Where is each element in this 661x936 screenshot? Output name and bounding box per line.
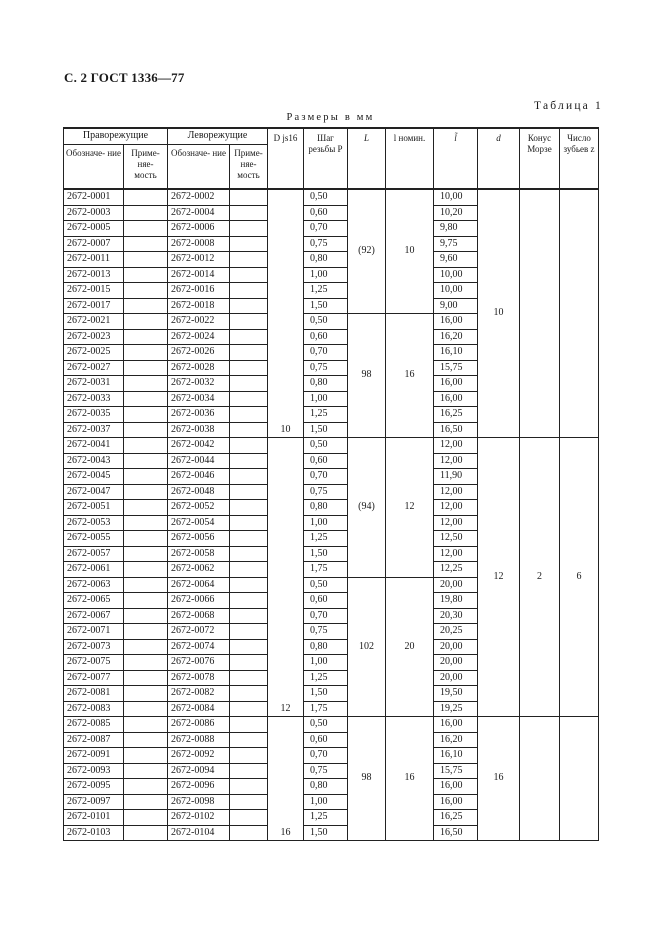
header-d-js16: D js16 <box>268 128 304 189</box>
right-hand-designation: 2672-0047 <box>64 484 124 500</box>
right-hand-designation: 2672-0075 <box>64 655 124 671</box>
right-hand-application <box>124 407 168 423</box>
length-L-cell: (92) <box>348 189 386 314</box>
right-hand-designation: 2672-0037 <box>64 422 124 438</box>
right-hand-application <box>124 205 168 221</box>
teeth-count-cell <box>560 189 599 438</box>
right-hand-designation: 2672-0103 <box>64 825 124 841</box>
left-hand-designation: 2672-0086 <box>168 717 230 733</box>
right-hand-application <box>124 267 168 283</box>
right-hand-designation: 2672-0055 <box>64 531 124 547</box>
left-hand-designation: 2672-0102 <box>168 810 230 826</box>
right-hand-designation: 2672-0053 <box>64 515 124 531</box>
right-hand-designation: 2672-0097 <box>64 794 124 810</box>
l1-cell: 16,00 <box>434 794 478 810</box>
left-hand-application <box>230 453 268 469</box>
right-hand-application <box>124 717 168 733</box>
right-hand-designation: 2672-0033 <box>64 391 124 407</box>
thread-pitch-cell: 1,25 <box>304 283 348 299</box>
l1-cell: 16,25 <box>434 810 478 826</box>
left-hand-application <box>230 794 268 810</box>
left-hand-application <box>230 577 268 593</box>
left-hand-designation: 2672-0088 <box>168 732 230 748</box>
l1-cell: 20,30 <box>434 608 478 624</box>
l1-cell: 19,50 <box>434 686 478 702</box>
left-hand-application <box>230 608 268 624</box>
left-hand-application <box>230 205 268 221</box>
thread-pitch-cell: 1,50 <box>304 825 348 841</box>
l1-cell: 16,20 <box>434 329 478 345</box>
l1-cell: 16,25 <box>434 407 478 423</box>
left-hand-designation: 2672-0034 <box>168 391 230 407</box>
right-hand-designation: 2672-0023 <box>64 329 124 345</box>
header-left-application: Приме- няе- мость <box>230 145 268 190</box>
left-hand-application <box>230 655 268 671</box>
thread-pitch-cell: 0,80 <box>304 639 348 655</box>
l1-cell: 16,20 <box>434 732 478 748</box>
left-hand-application <box>230 546 268 562</box>
left-hand-designation: 2672-0064 <box>168 577 230 593</box>
length-L-cell: 98 <box>348 717 386 841</box>
left-hand-designation: 2672-0056 <box>168 531 230 547</box>
header-teeth-count: Число зубьев z <box>560 128 599 189</box>
thread-pitch-cell: 0,75 <box>304 763 348 779</box>
l1-cell: 12,00 <box>434 500 478 516</box>
right-hand-designation: 2672-0071 <box>64 624 124 640</box>
left-hand-designation: 2672-0054 <box>168 515 230 531</box>
left-hand-designation: 2672-0002 <box>168 189 230 205</box>
l1-cell: 11,90 <box>434 469 478 485</box>
left-hand-designation: 2672-0068 <box>168 608 230 624</box>
l1-cell: 16,00 <box>434 391 478 407</box>
left-hand-application <box>230 252 268 268</box>
table-row <box>64 189 599 205</box>
left-hand-application <box>230 670 268 686</box>
left-hand-designation: 2672-0094 <box>168 763 230 779</box>
l1-cell: 12,25 <box>434 562 478 578</box>
left-hand-designation: 2672-0016 <box>168 283 230 299</box>
specification-table <box>63 127 599 841</box>
right-hand-designation: 2672-0067 <box>64 608 124 624</box>
morse-taper-cell <box>520 717 560 841</box>
right-hand-designation: 2672-0081 <box>64 686 124 702</box>
left-hand-designation: 2672-0074 <box>168 639 230 655</box>
header-length-L: L <box>348 128 386 189</box>
right-hand-designation: 2672-0043 <box>64 453 124 469</box>
left-hand-application <box>230 748 268 764</box>
right-hand-application <box>124 236 168 252</box>
right-hand-application <box>124 593 168 609</box>
thread-pitch-cell: 1,00 <box>304 794 348 810</box>
right-hand-designation: 2672-0101 <box>64 810 124 826</box>
right-hand-application <box>124 686 168 702</box>
table-label: Таблица 1 <box>534 100 603 112</box>
left-hand-application <box>230 360 268 376</box>
l-nominal-cell: 16 <box>386 717 434 841</box>
left-hand-designation: 2672-0052 <box>168 500 230 516</box>
l-nominal-cell: 16 <box>386 314 434 438</box>
left-hand-designation: 2672-0062 <box>168 562 230 578</box>
l1-cell: 16,00 <box>434 314 478 330</box>
left-hand-designation: 2672-0076 <box>168 655 230 671</box>
right-hand-designation: 2672-0061 <box>64 562 124 578</box>
length-L-cell: 98 <box>348 314 386 438</box>
header-right-application: Приме- няе- мость <box>124 145 168 190</box>
right-hand-designation: 2672-0015 <box>64 283 124 299</box>
thread-pitch-cell: 0,70 <box>304 608 348 624</box>
thread-pitch-cell: 1,00 <box>304 655 348 671</box>
diameter-d-cell: 16 <box>268 717 304 841</box>
l1-cell: 9,75 <box>434 236 478 252</box>
thread-pitch-cell: 0,60 <box>304 205 348 221</box>
table-row <box>64 438 599 454</box>
left-hand-application <box>230 779 268 795</box>
right-hand-application <box>124 453 168 469</box>
table-body <box>64 189 599 841</box>
right-hand-application <box>124 531 168 547</box>
left-hand-designation: 2672-0036 <box>168 407 230 423</box>
page-header: С. 2 ГОСТ 1336—77 <box>64 70 185 85</box>
right-hand-designation: 2672-0065 <box>64 593 124 609</box>
thread-pitch-cell: 0,50 <box>304 314 348 330</box>
left-hand-application <box>230 267 268 283</box>
header-left-designation: Обозначе- ние <box>168 145 230 190</box>
left-hand-designation: 2672-0096 <box>168 779 230 795</box>
left-hand-application <box>230 221 268 237</box>
l1-cell: 9,80 <box>434 221 478 237</box>
l1-cell: 15,75 <box>434 763 478 779</box>
left-hand-application <box>230 469 268 485</box>
left-hand-designation: 2672-0026 <box>168 345 230 361</box>
table-row <box>64 717 599 733</box>
right-hand-designation: 2672-0045 <box>64 469 124 485</box>
thread-pitch-cell: 1,50 <box>304 422 348 438</box>
header-thread-pitch: Шаг резьбы P <box>304 128 348 189</box>
shank-d-cell: 16 <box>478 717 520 841</box>
length-L-cell: (94) <box>348 438 386 578</box>
header-d: d <box>478 128 520 189</box>
right-hand-application <box>124 794 168 810</box>
left-hand-designation: 2672-0072 <box>168 624 230 640</box>
thread-pitch-cell: 0,60 <box>304 732 348 748</box>
left-hand-designation: 2672-0008 <box>168 236 230 252</box>
left-hand-application <box>230 329 268 345</box>
right-hand-designation: 2672-0017 <box>64 298 124 314</box>
teeth-count-cell <box>560 717 599 841</box>
l1-cell: 20,00 <box>434 639 478 655</box>
right-hand-designation: 2672-0083 <box>64 701 124 717</box>
left-hand-application <box>230 562 268 578</box>
l1-cell: 10,00 <box>434 189 478 205</box>
right-hand-application <box>124 329 168 345</box>
left-hand-designation: 2672-0048 <box>168 484 230 500</box>
left-hand-designation: 2672-0012 <box>168 252 230 268</box>
right-hand-application <box>124 655 168 671</box>
right-hand-application <box>124 345 168 361</box>
left-hand-application <box>230 732 268 748</box>
left-hand-designation: 2672-0066 <box>168 593 230 609</box>
left-hand-application <box>230 825 268 841</box>
right-hand-designation: 2672-0005 <box>64 221 124 237</box>
left-hand-application <box>230 639 268 655</box>
left-hand-application <box>230 314 268 330</box>
l1-cell: 15,75 <box>434 360 478 376</box>
thread-pitch-cell: 0,75 <box>304 236 348 252</box>
l1-cell: 16,00 <box>434 779 478 795</box>
l1-cell: 12,00 <box>434 484 478 500</box>
left-hand-designation: 2672-0024 <box>168 329 230 345</box>
l1-cell: 10,00 <box>434 283 478 299</box>
left-hand-application <box>230 624 268 640</box>
left-hand-application <box>230 438 268 454</box>
left-hand-application <box>230 701 268 717</box>
left-hand-application <box>230 810 268 826</box>
l1-cell: 20,25 <box>434 624 478 640</box>
l-nominal-cell: 10 <box>386 189 434 314</box>
l1-cell: 12,00 <box>434 546 478 562</box>
right-hand-designation: 2672-0011 <box>64 252 124 268</box>
l1-cell: 20,00 <box>434 670 478 686</box>
left-hand-designation: 2672-0078 <box>168 670 230 686</box>
right-hand-application <box>124 252 168 268</box>
header-l-nominal: l номин. <box>386 128 434 189</box>
l1-cell: 16,10 <box>434 748 478 764</box>
thread-pitch-cell: 0,50 <box>304 438 348 454</box>
right-hand-application <box>124 189 168 205</box>
thread-pitch-cell: 1,00 <box>304 267 348 283</box>
sizes-caption: Размеры в мм <box>286 112 375 123</box>
l1-cell: 12,50 <box>434 531 478 547</box>
right-hand-designation: 2672-0095 <box>64 779 124 795</box>
right-hand-application <box>124 748 168 764</box>
left-hand-application <box>230 298 268 314</box>
thread-pitch-cell: 1,00 <box>304 515 348 531</box>
left-hand-designation: 2672-0028 <box>168 360 230 376</box>
length-L-cell: 102 <box>348 577 386 717</box>
right-hand-application <box>124 608 168 624</box>
shank-d-cell: 10 <box>478 189 520 438</box>
l1-cell: 9,60 <box>434 252 478 268</box>
l1-cell: 12,00 <box>434 515 478 531</box>
shank-d-cell: 12 <box>478 438 520 717</box>
left-hand-application <box>230 593 268 609</box>
thread-pitch-cell: 0,80 <box>304 376 348 392</box>
right-hand-application <box>124 360 168 376</box>
right-hand-application <box>124 810 168 826</box>
right-hand-application <box>124 562 168 578</box>
thread-pitch-cell: 0,80 <box>304 500 348 516</box>
left-hand-designation: 2672-0018 <box>168 298 230 314</box>
diameter-d-cell: 10 <box>268 189 304 438</box>
thread-pitch-cell: 1,50 <box>304 298 348 314</box>
left-hand-designation: 2672-0006 <box>168 221 230 237</box>
left-hand-application <box>230 407 268 423</box>
right-hand-application <box>124 376 168 392</box>
l1-cell: 9,00 <box>434 298 478 314</box>
left-hand-designation: 2672-0098 <box>168 794 230 810</box>
thread-pitch-cell: 1,25 <box>304 670 348 686</box>
header-left-hand: Леворежущие <box>168 128 268 145</box>
l1-cell: 20,00 <box>434 655 478 671</box>
thread-pitch-cell: 0,70 <box>304 469 348 485</box>
right-hand-designation: 2672-0035 <box>64 407 124 423</box>
right-hand-designation: 2672-0087 <box>64 732 124 748</box>
thread-pitch-cell: 0,70 <box>304 748 348 764</box>
l1-cell: 12,00 <box>434 453 478 469</box>
right-hand-designation: 2672-0093 <box>64 763 124 779</box>
right-hand-application <box>124 422 168 438</box>
right-hand-application <box>124 639 168 655</box>
right-hand-designation: 2672-0085 <box>64 717 124 733</box>
right-hand-application <box>124 577 168 593</box>
l1-cell: 20,00 <box>434 577 478 593</box>
thread-pitch-cell: 0,80 <box>304 252 348 268</box>
left-hand-application <box>230 236 268 252</box>
thread-pitch-cell: 0,75 <box>304 360 348 376</box>
morse-taper-cell <box>520 189 560 438</box>
thread-pitch-cell: 1,25 <box>304 810 348 826</box>
left-hand-application <box>230 422 268 438</box>
right-hand-designation: 2672-0001 <box>64 189 124 205</box>
left-hand-application <box>230 345 268 361</box>
right-hand-application <box>124 515 168 531</box>
l1-cell: 16,50 <box>434 422 478 438</box>
l1-cell: 12,00 <box>434 438 478 454</box>
left-hand-application <box>230 763 268 779</box>
left-hand-application <box>230 717 268 733</box>
right-hand-designation: 2672-0057 <box>64 546 124 562</box>
thread-pitch-cell: 0,50 <box>304 717 348 733</box>
thread-pitch-cell: 0,60 <box>304 329 348 345</box>
morse-taper-cell: 2 <box>520 438 560 717</box>
right-hand-application <box>124 500 168 516</box>
thread-pitch-cell: 1,50 <box>304 686 348 702</box>
right-hand-application <box>124 221 168 237</box>
l1-cell: 16,00 <box>434 717 478 733</box>
left-hand-application <box>230 391 268 407</box>
thread-pitch-cell: 1,00 <box>304 391 348 407</box>
left-hand-application <box>230 189 268 205</box>
right-hand-designation: 2672-0091 <box>64 748 124 764</box>
right-hand-application <box>124 314 168 330</box>
left-hand-designation: 2672-0092 <box>168 748 230 764</box>
left-hand-designation: 2672-0042 <box>168 438 230 454</box>
right-hand-application <box>124 624 168 640</box>
thread-pitch-cell: 0,60 <box>304 453 348 469</box>
thread-pitch-cell: 0,50 <box>304 577 348 593</box>
right-hand-designation: 2672-0073 <box>64 639 124 655</box>
l1-cell: 16,50 <box>434 825 478 841</box>
left-hand-designation: 2672-0058 <box>168 546 230 562</box>
thread-pitch-cell: 1,25 <box>304 407 348 423</box>
l1-cell: 19,25 <box>434 701 478 717</box>
header-l1: l̃ <box>434 128 478 189</box>
right-hand-application <box>124 701 168 717</box>
l-nominal-cell: 20 <box>386 577 434 717</box>
thread-pitch-cell: 0,80 <box>304 779 348 795</box>
right-hand-designation: 2672-0021 <box>64 314 124 330</box>
right-hand-designation: 2672-0003 <box>64 205 124 221</box>
left-hand-designation: 2672-0084 <box>168 701 230 717</box>
right-hand-application <box>124 283 168 299</box>
left-hand-designation: 2672-0032 <box>168 376 230 392</box>
right-hand-application <box>124 670 168 686</box>
right-hand-designation: 2672-0051 <box>64 500 124 516</box>
thread-pitch-cell: 1,75 <box>304 562 348 578</box>
thread-pitch-cell: 0,70 <box>304 221 348 237</box>
thread-pitch-cell: 0,60 <box>304 593 348 609</box>
thread-pitch-cell: 0,70 <box>304 345 348 361</box>
left-hand-designation: 2672-0038 <box>168 422 230 438</box>
l1-cell: 10,20 <box>434 205 478 221</box>
right-hand-application <box>124 546 168 562</box>
left-hand-designation: 2672-0022 <box>168 314 230 330</box>
left-hand-designation: 2672-0046 <box>168 469 230 485</box>
l1-cell: 19,80 <box>434 593 478 609</box>
right-hand-designation: 2672-0027 <box>64 360 124 376</box>
right-hand-designation: 2672-0063 <box>64 577 124 593</box>
thread-pitch-cell: 0,75 <box>304 624 348 640</box>
header-right-hand: Праворежущие <box>64 128 168 145</box>
l-nominal-cell: 12 <box>386 438 434 578</box>
right-hand-designation: 2672-0013 <box>64 267 124 283</box>
right-hand-application <box>124 825 168 841</box>
left-hand-application <box>230 686 268 702</box>
left-hand-application <box>230 531 268 547</box>
right-hand-designation: 2672-0041 <box>64 438 124 454</box>
right-hand-application <box>124 484 168 500</box>
left-hand-designation: 2672-0104 <box>168 825 230 841</box>
right-hand-application <box>124 732 168 748</box>
left-hand-application <box>230 376 268 392</box>
left-hand-designation: 2672-0014 <box>168 267 230 283</box>
left-hand-application <box>230 515 268 531</box>
right-hand-application <box>124 391 168 407</box>
right-hand-application <box>124 779 168 795</box>
header-morse-taper: Конус Морзе <box>520 128 560 189</box>
right-hand-application <box>124 298 168 314</box>
teeth-count-cell: 6 <box>560 438 599 717</box>
l1-cell: 10,00 <box>434 267 478 283</box>
left-hand-application <box>230 484 268 500</box>
right-hand-designation: 2672-0025 <box>64 345 124 361</box>
left-hand-designation: 2672-0044 <box>168 453 230 469</box>
thread-pitch-cell: 1,25 <box>304 531 348 547</box>
right-hand-application <box>124 763 168 779</box>
left-hand-application <box>230 283 268 299</box>
right-hand-designation: 2672-0007 <box>64 236 124 252</box>
l1-cell: 16,00 <box>434 376 478 392</box>
right-hand-application <box>124 469 168 485</box>
thread-pitch-cell: 0,50 <box>304 189 348 205</box>
diameter-d-cell: 12 <box>268 438 304 717</box>
thread-pitch-cell: 1,50 <box>304 546 348 562</box>
right-hand-designation: 2672-0031 <box>64 376 124 392</box>
left-hand-application <box>230 500 268 516</box>
header-right-designation: Обозначе- ние <box>64 145 124 190</box>
left-hand-designation: 2672-0004 <box>168 205 230 221</box>
l1-cell: 16,10 <box>434 345 478 361</box>
left-hand-designation: 2672-0082 <box>168 686 230 702</box>
thread-pitch-cell: 1,75 <box>304 701 348 717</box>
right-hand-designation: 2672-0077 <box>64 670 124 686</box>
thread-pitch-cell: 0,75 <box>304 484 348 500</box>
right-hand-application <box>124 438 168 454</box>
